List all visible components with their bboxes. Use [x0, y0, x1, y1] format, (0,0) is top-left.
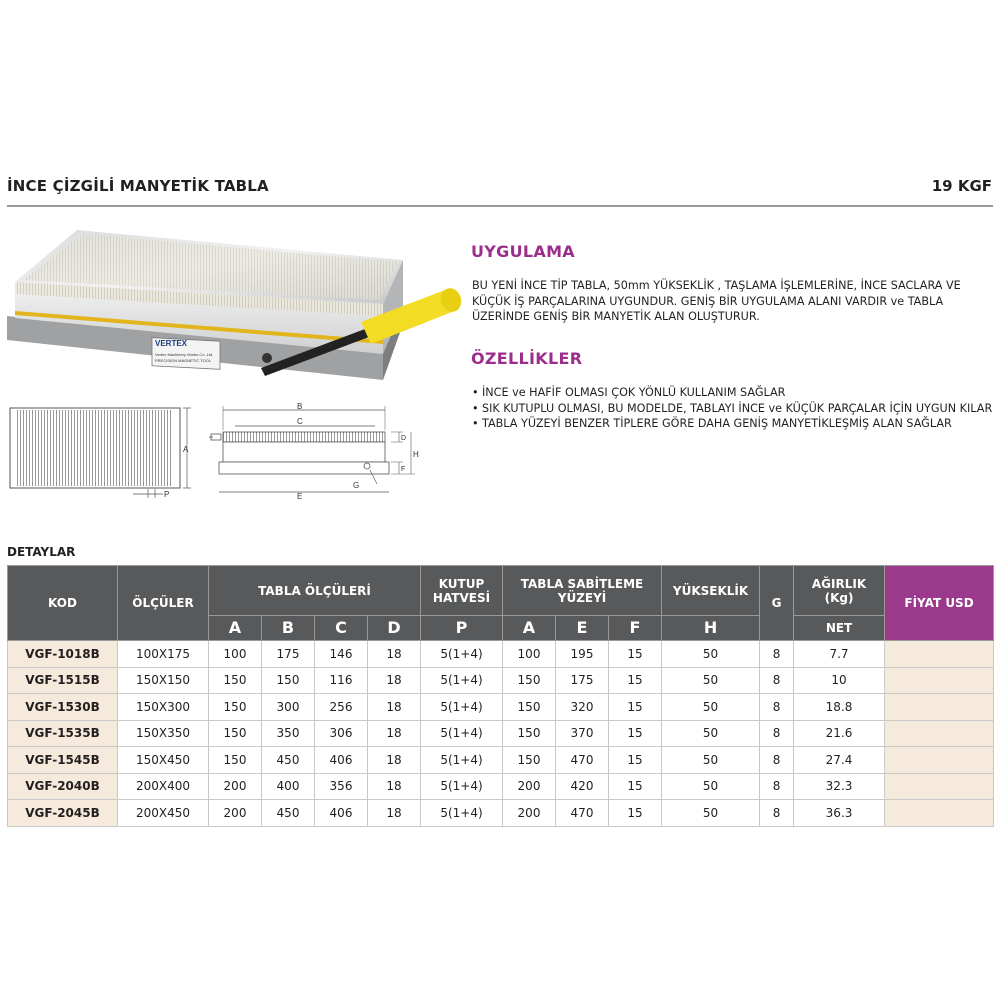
header-yukseklik: YÜKSEKLİK [662, 566, 760, 616]
title-divider [7, 205, 993, 207]
cell-fiyat [885, 800, 994, 827]
cell-h: 50 [662, 641, 760, 668]
cell-h: 50 [662, 747, 760, 774]
dim-label-g: G [353, 481, 360, 490]
cell-b: 450 [262, 800, 315, 827]
feature-item: • TABLA YÜZEYİ BENZER TİPLERE GÖRE DAHA GENİŞ MANYETİKLEŞMİŞ ALAN SAĞLAR [472, 416, 997, 432]
product-photo [5, 220, 465, 390]
cell-a: 150 [209, 694, 262, 721]
cell-h: 50 [662, 773, 760, 800]
cell-e: 175 [556, 667, 609, 694]
table-row [8, 694, 994, 721]
cell-f: 15 [609, 641, 662, 668]
header-agirlik: AĞIRLIK (Kg) [794, 566, 885, 616]
cell-kod: VGF-1515B [8, 667, 118, 694]
cell-d: 18 [368, 800, 421, 827]
cell-fiyat [885, 720, 994, 747]
cell-a: 200 [209, 773, 262, 800]
cell-d: 18 [368, 694, 421, 721]
feature-item: • SIK KUTUPLU OLMASI, BU MODELDE, TABLAYI İNCE ve KÜÇÜK PARÇALAR İÇİN UYGUN KILAR [472, 401, 997, 417]
features-list [472, 385, 997, 432]
header-kutup-hatvesi: KUTUP HATVESİ [421, 566, 503, 616]
cell-a2: 100 [503, 641, 556, 668]
cell-olculer: 150X300 [118, 694, 209, 721]
side-view-drawing [205, 400, 425, 500]
cell-a: 150 [209, 720, 262, 747]
brand-label: VERTEX [155, 339, 188, 348]
cell-f: 15 [609, 800, 662, 827]
cell-d: 18 [368, 747, 421, 774]
specs-table [7, 565, 994, 827]
cell-net: 27.4 [794, 747, 885, 774]
cell-p: 5(1+4) [421, 694, 503, 721]
cell-d: 18 [368, 773, 421, 800]
cell-b: 450 [262, 747, 315, 774]
cell-net: 21.6 [794, 720, 885, 747]
cell-c: 146 [315, 641, 368, 668]
cell-a2: 200 [503, 800, 556, 827]
cell-c: 256 [315, 694, 368, 721]
cell-kod: VGF-1535B [8, 720, 118, 747]
header-tabla-sabitleme: TABLA SABİTLEME YÜZEYİ [503, 566, 662, 616]
cell-a: 200 [209, 800, 262, 827]
cell-c: 406 [315, 800, 368, 827]
cell-b: 175 [262, 641, 315, 668]
cell-olculer: 200X400 [118, 773, 209, 800]
subheader-a2: A [503, 616, 556, 641]
details-label: DETAYLAR [7, 545, 76, 559]
cell-g: 8 [760, 720, 794, 747]
top-view-drawing [5, 400, 195, 505]
subheader-h: H [662, 616, 760, 641]
cell-net: 10 [794, 667, 885, 694]
feature-item: • İNCE ve HAFİF OLMASI ÇOK YÖNLÜ KULLANIM SAĞLAR [472, 385, 997, 401]
features-heading: ÖZELLİKLER [471, 349, 583, 368]
cell-f: 15 [609, 720, 662, 747]
cell-h: 50 [662, 694, 760, 721]
table-row [8, 667, 994, 694]
cell-d: 18 [368, 667, 421, 694]
application-heading: UYGULAMA [471, 242, 575, 261]
dim-label-d: D [401, 435, 407, 442]
cell-c: 406 [315, 747, 368, 774]
subheader-d: D [368, 616, 421, 641]
plate-text-line2: PRECISION MAGNETIC TOOL [155, 358, 212, 363]
subheader-f: F [609, 616, 662, 641]
subheader-p: P [421, 616, 503, 641]
table-row [8, 773, 994, 800]
application-text: BU YENİ İNCE TİP TABLA, 50mm YÜKSEKLİK , TAŞLAMA İŞLEMLERİNE, İNCE SACLARA VE KÜÇÜK İŞ PARÇALARINA UYGUNDUR. GENİŞ BİR UYGULAMA ALANI VARDIR ve TABLA ÜZERİNDE GENİŞ BİR MANYETİK ALAN OLUŞTURUR. [472, 279, 961, 323]
dim-label-c: C [297, 417, 303, 426]
subheader-e: E [556, 616, 609, 641]
cell-g: 8 [760, 747, 794, 774]
cell-fiyat [885, 667, 994, 694]
cell-c: 356 [315, 773, 368, 800]
dim-label-b: B [297, 402, 303, 411]
dim-label-e: E [297, 492, 303, 500]
page-title: İNCE ÇİZGİLİ MANYETİK TABLA [7, 177, 269, 195]
cell-c: 116 [315, 667, 368, 694]
cell-net: 36.3 [794, 800, 885, 827]
cell-a: 100 [209, 641, 262, 668]
cell-a2: 150 [503, 667, 556, 694]
cell-olculer: 200X450 [118, 800, 209, 827]
table-row [8, 720, 994, 747]
cell-kod: VGF-1018B [8, 641, 118, 668]
cell-e: 370 [556, 720, 609, 747]
cell-g: 8 [760, 800, 794, 827]
dim-label-a: A [183, 445, 189, 454]
cell-fiyat [885, 773, 994, 800]
header-tabla-olculeri: TABLA ÖLÇÜLERİ [209, 566, 421, 616]
cell-net: 32.3 [794, 773, 885, 800]
cell-g: 8 [760, 694, 794, 721]
cell-h: 50 [662, 800, 760, 827]
cell-net: 7.7 [794, 641, 885, 668]
cell-kod: VGF-2040B [8, 773, 118, 800]
cell-b: 150 [262, 667, 315, 694]
cell-kod: VGF-1545B [8, 747, 118, 774]
holding-force: 19 KGF [931, 177, 992, 195]
cell-fiyat [885, 694, 994, 721]
cell-a2: 150 [503, 694, 556, 721]
cell-g: 8 [760, 667, 794, 694]
cell-f: 15 [609, 773, 662, 800]
cell-p: 5(1+4) [421, 747, 503, 774]
dim-label-p: P [164, 490, 170, 499]
header-fiyat: FİYAT USD [885, 566, 994, 641]
subheader-b: B [262, 616, 315, 641]
cell-b: 400 [262, 773, 315, 800]
cell-f: 15 [609, 667, 662, 694]
cell-a: 150 [209, 747, 262, 774]
cell-olculer: 150X150 [118, 667, 209, 694]
cell-e: 420 [556, 773, 609, 800]
cell-a: 150 [209, 667, 262, 694]
cell-a2: 200 [503, 773, 556, 800]
subheader-a: A [209, 616, 262, 641]
cell-p: 5(1+4) [421, 667, 503, 694]
header-olculer: ÖLÇÜLER [118, 566, 209, 641]
header-kod: KOD [8, 566, 118, 641]
cell-d: 18 [368, 641, 421, 668]
cell-olculer: 150X450 [118, 747, 209, 774]
cell-e: 195 [556, 641, 609, 668]
cell-olculer: 100X175 [118, 641, 209, 668]
cell-a2: 150 [503, 747, 556, 774]
cell-g: 8 [760, 773, 794, 800]
table-row [8, 641, 994, 668]
cell-olculer: 150X350 [118, 720, 209, 747]
cell-fiyat [885, 641, 994, 668]
cell-c: 306 [315, 720, 368, 747]
cell-g: 8 [760, 641, 794, 668]
subheader-net: NET [794, 616, 885, 641]
cell-kod: VGF-2045B [8, 800, 118, 827]
cell-f: 15 [609, 694, 662, 721]
cell-a2: 150 [503, 720, 556, 747]
dim-label-f: F [401, 466, 406, 473]
cell-b: 300 [262, 694, 315, 721]
cell-h: 50 [662, 720, 760, 747]
cell-f: 15 [609, 747, 662, 774]
cell-kod: VGF-1530B [8, 694, 118, 721]
cell-p: 5(1+4) [421, 773, 503, 800]
subheader-c: C [315, 616, 368, 641]
cell-e: 320 [556, 694, 609, 721]
plate-text-line1: Vertex Machinery Works Co.,Ltd. [155, 352, 214, 357]
dim-label-h: H [413, 450, 419, 459]
cell-fiyat [885, 747, 994, 774]
table-row [8, 747, 994, 774]
cell-e: 470 [556, 747, 609, 774]
cell-h: 50 [662, 667, 760, 694]
cell-b: 350 [262, 720, 315, 747]
cell-p: 5(1+4) [421, 641, 503, 668]
cell-p: 5(1+4) [421, 800, 503, 827]
table-row [8, 800, 994, 827]
cell-d: 18 [368, 720, 421, 747]
header-g: G [760, 566, 794, 641]
cell-net: 18.8 [794, 694, 885, 721]
cell-e: 470 [556, 800, 609, 827]
cell-p: 5(1+4) [421, 720, 503, 747]
